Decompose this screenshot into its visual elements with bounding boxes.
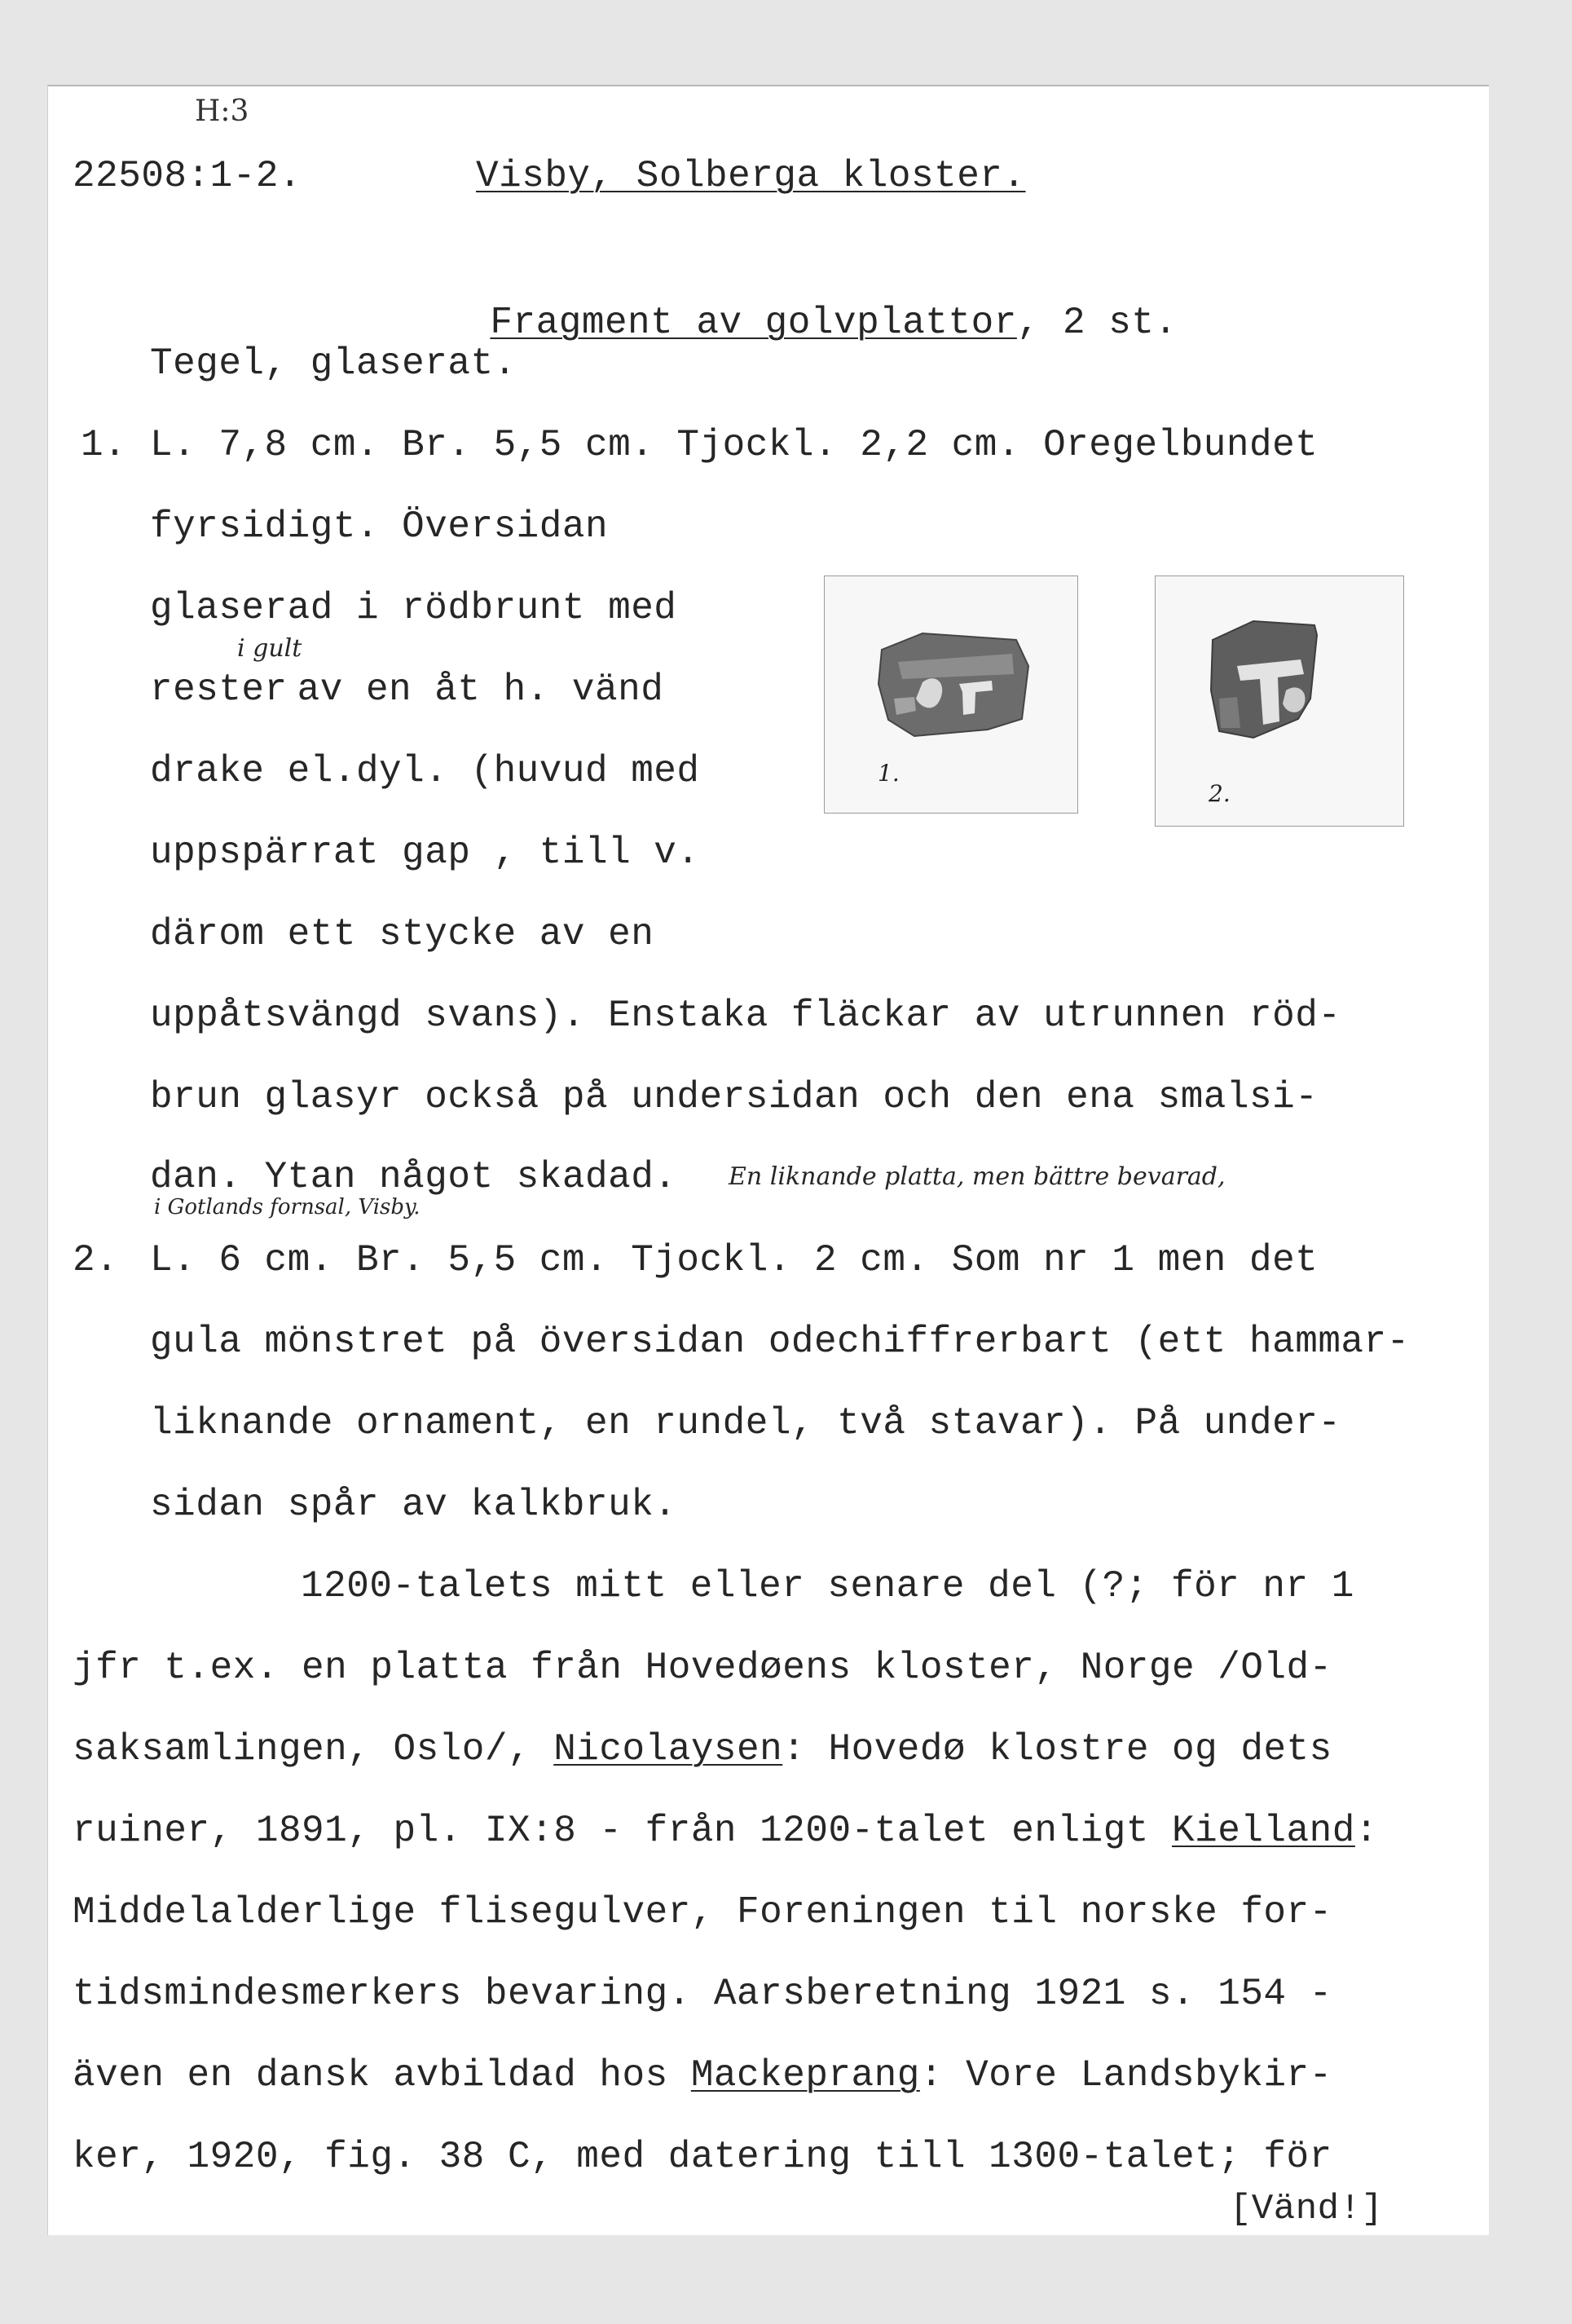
reference-nicolaysen-title: : Hovedø klostre og dets <box>782 1728 1332 1771</box>
dating-line: Middelalderlige flisegulver, Foreningen til norske for- <box>73 1891 1332 1934</box>
item1-line <box>150 668 663 711</box>
item1-line: brun glasyr också på undersidan och den ena smalsi- <box>150 1076 1319 1118</box>
turn-note: [Vänd!] <box>1230 2189 1384 2229</box>
dating-line <box>73 1728 1332 1771</box>
dating-text: även en dansk avbildad hos <box>73 2054 691 2097</box>
dating-line: jfr t.ex. en platta från Hovedøens kloster, Norge /Old- <box>73 1647 1332 1689</box>
fragment-1-image <box>825 576 1077 813</box>
item1-line: dan. Ytan något skadad. <box>150 1156 677 1198</box>
item1-line: drake el.dyl. (huvud med <box>150 750 700 792</box>
photo-label-2: 2. <box>1209 780 1231 807</box>
location-title: Visby, Solberga kloster. <box>476 155 1026 197</box>
photo-label-1: 1. <box>878 760 900 787</box>
item1-line: L. 7,8 cm. Br. 5,5 cm. Tjockl. 2,2 cm. Oregelbundet <box>150 424 1319 466</box>
dating-line <box>73 1810 1378 1852</box>
reference-mackeprang: Mackeprang <box>690 2054 920 2097</box>
catalog-card <box>47 85 1489 2235</box>
archive-mark: H:3 <box>195 95 249 128</box>
object-title: Fragment av golvplattor <box>490 302 1017 344</box>
item2-line: liknande ornament, en rundel, två stavar). På under- <box>150 1402 1341 1444</box>
item1-line: uppåtsvängd svans). Enstaka fläckar av utrunnen röd- <box>150 994 1341 1037</box>
item1-number: 1. <box>81 424 127 466</box>
dating-line: 1200-talets mitt eller senare del (?; för nr 1 <box>301 1565 1354 1607</box>
dating-text: ruiner, 1891, pl. IX:8 - från 1200-talet enligt <box>73 1810 1173 1852</box>
dating-text: saksamlingen, Oslo/, <box>73 1728 554 1771</box>
photo-fragment-2 <box>1155 575 1404 827</box>
reference-kielland: Kielland <box>1172 1810 1355 1852</box>
item1-line: uppspärrat gap , till v. <box>150 831 700 874</box>
item1-line-a: rester <box>150 668 288 711</box>
reference-kielland-rest: : <box>1354 1810 1378 1852</box>
insertion-note: i gult <box>237 634 302 663</box>
handwritten-note-2: i Gotlands fornsal, Visby. <box>154 1195 421 1219</box>
item1-line-b: av en åt h. vänd <box>297 668 664 711</box>
reference-nicolaysen: Nicolaysen <box>553 1728 783 1771</box>
material: Tegel, glaserat. <box>150 342 517 385</box>
item2-line: gula mönstret på översidan odechiffrerbart (ett hammar- <box>150 1321 1410 1363</box>
item1-line: fyrsidigt. Översidan <box>150 505 609 548</box>
reference-mackeprang-title: : Vore Landsbykir- <box>919 2054 1332 2097</box>
item1-line: därom ett stycke av en <box>150 913 654 955</box>
dating-line: ker, 1920, fig. 38 C, med datering till 1300-talet; för <box>73 2136 1332 2178</box>
object-count: , 2 st. <box>1016 302 1178 344</box>
item2-line: sidan spår av kalkbruk. <box>150 1484 677 1526</box>
photo-fragment-1 <box>824 575 1078 814</box>
fragment-2-image <box>1156 576 1403 826</box>
dating-line <box>73 2054 1332 2097</box>
dating-line: tidsmindesmerkers bevaring. Aarsberetning 1921 s. 154 - <box>73 1973 1332 2015</box>
item1-line: glaserad i rödbrunt med <box>150 587 677 629</box>
catalog-number: 22508:1-2. <box>73 155 302 197</box>
item2-number: 2. <box>73 1239 119 1281</box>
handwritten-note-1: En liknande platta, men bättre bevarad, <box>729 1162 1226 1191</box>
item2-line: L. 6 cm. Br. 5,5 cm. Tjockl. 2 cm. Som nr 1 men det <box>150 1239 1319 1281</box>
